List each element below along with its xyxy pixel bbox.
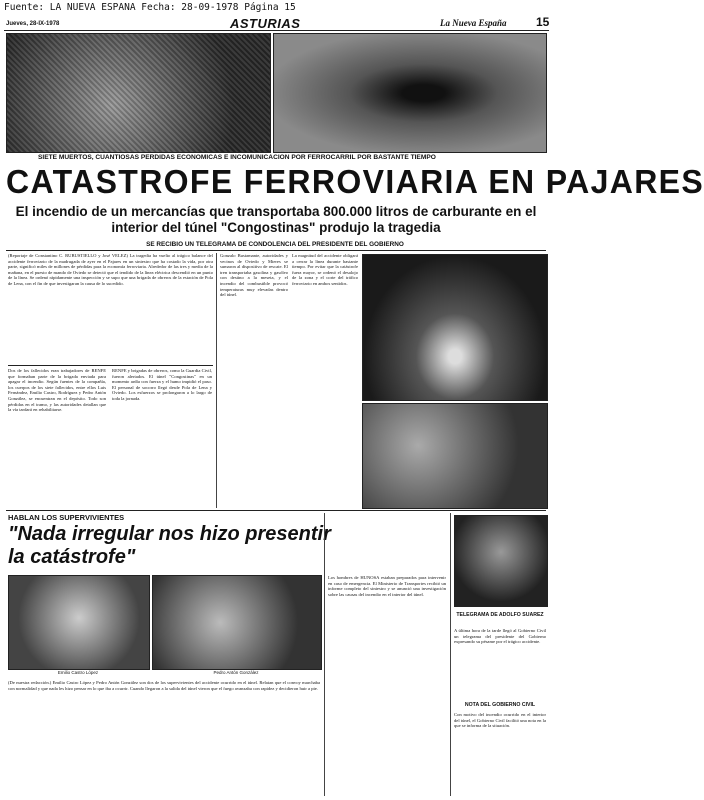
column-rule [216,253,217,508]
fire-tunnel-photo [362,254,548,401]
rescue-workers-photo [6,33,271,153]
headline: CATASTROFE FERROVIARIA EN PAJARES [6,163,704,200]
intro-rule [8,365,213,366]
telegram-text: A última hora de la tarde llegó al Gobierno Civil un telegrama del presidente del Gobierno expresando su pésame por el trágico accidente. [454,628,546,645]
nota-title: NOTA DEL GOBIERNO CIVIL [464,702,536,708]
paper-name: La Nueva España [440,18,507,28]
caption-pedro: Pedro Antón González [213,670,259,675]
section-divider [6,510,546,511]
lower-column-rule [324,513,325,796]
section-title: ASTURIAS [230,16,301,31]
condolence-bar: SE RECIBIO UN TELEGRAMA DE CONDOLENCIA DEL PRESIDENTE DEL GOBIERNO [146,241,404,248]
survivor-photo-1 [8,575,150,670]
source-line: Fuente: LA NUEVA ESPANA Fecha: 28-09-1978 Página 15 [4,2,296,13]
article-column-2: RENFE y brigadas de obreros, como la Guardia Civil, fueron alertados. El túnel "Congostinas" en un momento ardía con fuerza y el humo impidió el paso. El personal de socorro llegó desde Pola de Lena y Oviedo. Los esfuerzos se prolongaron a lo largo de toda la jornada. [112,368,212,401]
article-column-3: Gonzalo Bustamante, autoridades y vecinos de Oviedo y Mieres se sumaron al dispositivo de rescate. El tren transportaba gasolina y gasóleo con destino a la meseta, y el incendio del combustible provocó temperaturas muy elevadas dentro del túnel. [220,253,288,298]
nota-text: Con motivo del incendio ocurrido en el interior del túnel, el Gobierno Civil facilitó una nota en la que se informa de la situación. [454,712,546,729]
survivor-photo-2 [152,575,322,670]
quote-headline: "Nada irregular nos hizo presentir la catástrofe" [8,523,331,568]
kicker: SIETE MUERTOS, CUANTIOSAS PERDIDAS ECONOMICAS E INCOMUNICACION POR FERROCARRIL POR BASTANTE TIEMPO [38,154,436,161]
masthead-rule [4,30,549,31]
bar-rule [6,250,546,251]
article-column-4: La magnitud del accidente obligará a cerrar la línea durante bastante tiempo. Por evitar que la catástrofe fuera mayor, se ordenó el desalojo de la zona y el corte del tráfico ferroviario en ambos sentidos. [292,253,358,286]
article-column-1: Dos de los fallecidos eran trabajadores de RENFE que formaban parte de la brigada enviada para apagar el incendio. Según fuentes de la compañía, los cuerpos de los siete fallecidos, entre ellos Luis Fernández, Emilio Castro, Rodríguez y Pedro Antón González, se encuentran en el depósito. Todo son pérdidas en el tramo, y las autoridades detallan que la vía tardará en rehabilitarse. [8,368,106,413]
survivors-text: (De nuestra redacción.) Emilio Castro López y Pedro Antón González son dos de los supervivientes del accidente ocurrido en el túnel. Relatan que el convoy marchaba con normalidad y que nada les hizo pensar en lo que iba a ocurrir. Cuando llegaron a la salida del túnel vieron que el fuego avanzaba con rapidez y decidieron huir a pie. [8,680,320,691]
subhead: El incendio de un mercancías que transportaba 800.000 litros de carburante en el interior del túnel "Congostinas" produjo la tragedia [15,204,537,235]
telegram-title: TELEGRAMA DE ADOLFO SUAREZ [456,612,544,618]
firefighters-photo [362,403,548,509]
page-number: 15 [536,15,550,29]
tunnel-entrance-photo [273,33,547,153]
intro-text: (Reportaje de Constantino C. RUBUSTIELLO y José VELEZ) La tragedia ha vuelto al trágico balance del accidente ferroviario de la madrugada de ayer en el Pajares en un siniestro que ha costado la vida, por otra parte, significó miles de millones de pérdidas para la economía ferroviaria. Alrededor de las tres y media de la mañana, en el puesto de mando de Oviedo se detectó que el tendido de la línea eléctrica descendió en un punto de la línea. Se ordenó rápidamente una inspección y se supo que una brigada de obreros de la estación de Pola de Lena, con el fin de que investigaran la causa de lo sucedido. [8,253,213,286]
masthead-date: Jueves, 28-IX-1978 [6,21,60,27]
hablan-label: HABLAN LOS SUPERVIVIENTES [8,513,125,522]
lower-right-text: Los hombres de HUNOSA estaban preparados para intervenir en caso de emergencia. El Ministerio de Transportes recibió un informe completo del siniestro y se anunció una investigación sobre las causas del incendio en el interior del túnel. [328,575,446,597]
sidebar-photo [454,515,548,607]
caption-emilio: Emilio Castro López [57,670,99,675]
sidebar-rule [450,513,451,796]
